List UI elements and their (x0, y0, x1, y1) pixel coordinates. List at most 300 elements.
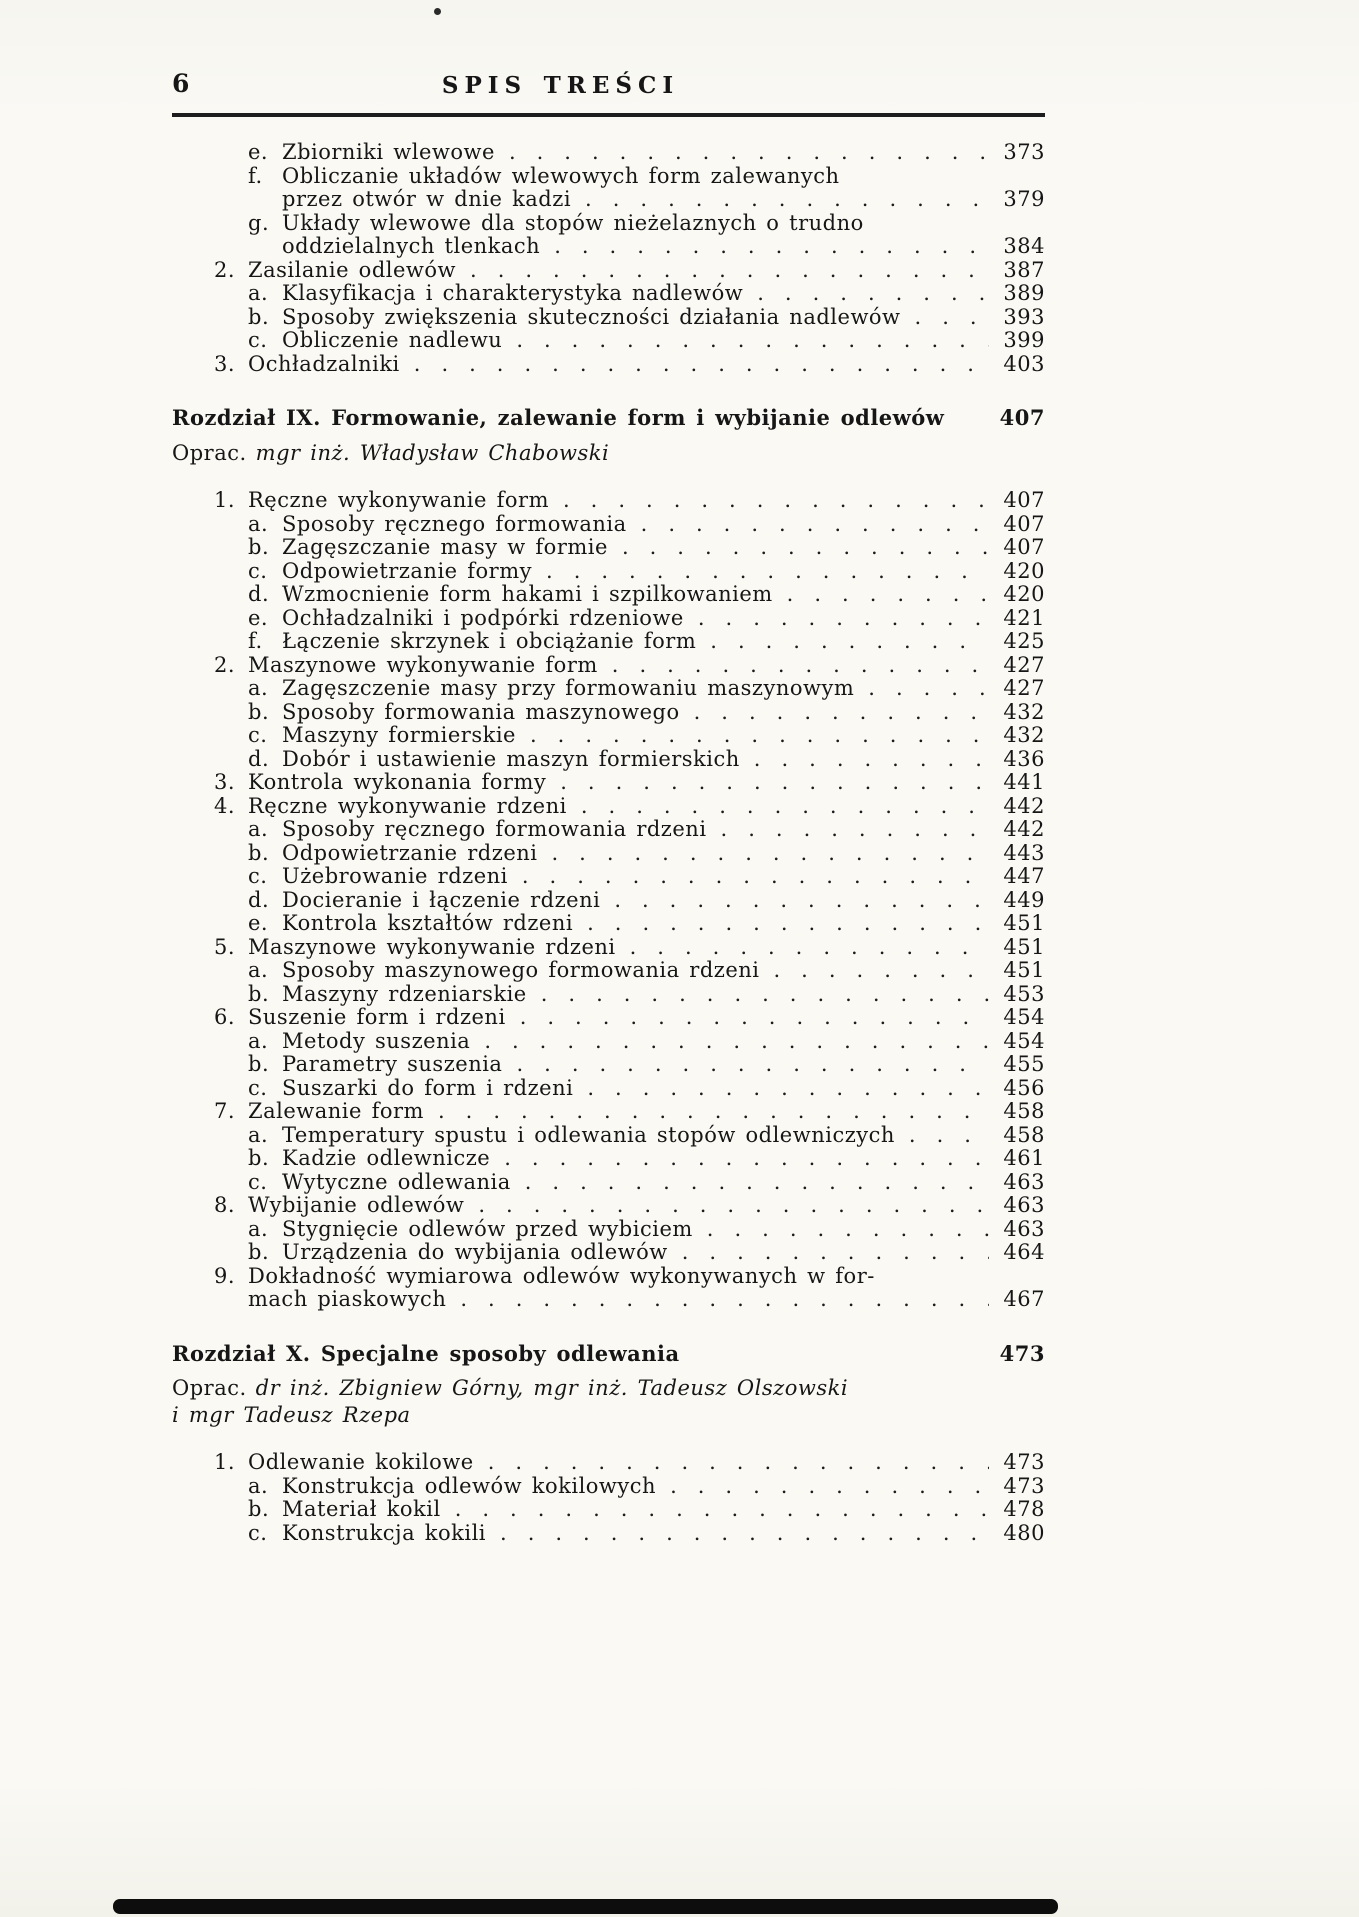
dot-leader (438, 1100, 989, 1124)
entry-line (282, 1218, 1045, 1242)
toc-entry (172, 677, 1045, 701)
entry-label: b. (248, 1240, 270, 1264)
entry-line (282, 959, 1045, 983)
dot-leader (470, 259, 989, 283)
entry-label: 1. (214, 1450, 236, 1474)
entry-line (282, 329, 1045, 353)
entry-text: Sposoby zwiększenia skuteczności działania nadlewów (282, 304, 901, 329)
entry-text: Maszyny rdzeniarskie (282, 981, 527, 1006)
dot-leader (554, 235, 989, 259)
entry-label: b. (248, 304, 270, 329)
entry-label: d. (248, 887, 270, 912)
entry-line (282, 583, 1045, 607)
entry-text: Użebrowanie rdzeni (282, 864, 508, 888)
entry-page-number: 458 (1003, 1099, 1045, 1123)
entry-body (282, 842, 1045, 866)
page-header (172, 69, 1045, 106)
toc-entry (172, 889, 1045, 913)
entry-line (282, 1241, 1045, 1265)
entry-line (248, 1194, 1045, 1218)
entry-line (282, 1475, 1045, 1499)
entry-page-number: 455 (1003, 1052, 1045, 1076)
entry-text: Kontrola wykonania formy (248, 770, 547, 794)
toc-entry (172, 1147, 1045, 1171)
entry-body (282, 1475, 1045, 1499)
entry-page-number: 407 (1003, 511, 1045, 536)
entry-page-number: 421 (1003, 605, 1045, 630)
dot-leader (530, 724, 989, 748)
dot-leader (504, 1147, 989, 1171)
entry-body (282, 748, 1045, 772)
entry-page-number: 379 (1003, 187, 1045, 211)
page-title: SPIS TREŚCI (441, 72, 680, 99)
toc-entry (172, 701, 1045, 725)
toc-entry (172, 771, 1045, 795)
entry-label: 7. (214, 1099, 236, 1123)
entry-text: Maszynowe wykonywanie form (248, 652, 598, 677)
entry-body (282, 560, 1045, 584)
entry-text: Sposoby ręcznego formowania rdzeni (282, 817, 707, 841)
entry-page-number: 461 (1003, 1146, 1045, 1170)
chapter-title: Rozdział IX. Formowanie, zalewanie form i wybijanie odlewów (172, 405, 945, 430)
toc-entry (172, 630, 1045, 654)
author-prefix: Oprac. (172, 1376, 247, 1400)
entry-body (282, 1053, 1045, 1077)
entry-line (282, 842, 1045, 866)
entry-body (248, 795, 1045, 819)
entry-body (248, 936, 1045, 960)
entry-line (248, 936, 1045, 960)
entry-body (282, 536, 1045, 560)
entry-page-number: 453 (1003, 981, 1045, 1006)
entry-page-number: 373 (1003, 140, 1045, 164)
entry-label: e. (248, 911, 269, 935)
entry-text: Zalewanie form (248, 1099, 424, 1123)
entry-line (282, 1498, 1045, 1522)
entry-body (282, 1124, 1045, 1148)
dot-leader (698, 607, 989, 631)
entry-label: 2. (214, 257, 236, 282)
toc-entry (172, 936, 1045, 960)
entry-body (248, 353, 1045, 377)
chapter-title: Rozdział X. Specjalne sposoby odlewania (172, 1340, 680, 1366)
entry-page-number: 407 (1003, 488, 1045, 512)
entry-text: Maszynowe wykonywanie rdzeni (248, 934, 616, 959)
chapter-heading (172, 1342, 1045, 1366)
entry-label: 2. (214, 652, 236, 677)
entry-line (248, 1265, 1045, 1289)
toc-entry (172, 141, 1045, 165)
entry-label: c. (248, 1075, 268, 1100)
dot-leader (516, 1053, 989, 1077)
entry-label: a. (248, 958, 269, 982)
toc-entry (172, 795, 1045, 819)
toc-entry (172, 1475, 1045, 1499)
toc-entry (172, 1498, 1045, 1522)
toc-entry (172, 1451, 1045, 1475)
entry-line (248, 795, 1045, 819)
entry-body (282, 165, 1045, 212)
dot-leader (455, 1498, 989, 1522)
entry-text: Układy wlewowe dla stopów nieżelaznych o trudno (282, 210, 864, 235)
entry-line (282, 724, 1045, 748)
toc-entry (172, 560, 1045, 584)
entry-line (282, 188, 1045, 212)
toc-entry (172, 489, 1045, 513)
entry-page-number: 478 (1003, 1497, 1045, 1521)
toc-entry (172, 842, 1045, 866)
toc-entry (172, 353, 1045, 377)
entry-label: g. (248, 210, 270, 235)
entry-text: Sposoby formowania maszynowego (282, 699, 680, 724)
entry-line (282, 306, 1045, 330)
entry-page-number: 420 (1003, 582, 1045, 606)
entry-page-number: 432 (1003, 699, 1045, 724)
toc-entry (172, 1124, 1045, 1148)
dot-leader (488, 1451, 989, 1475)
entry-line (282, 865, 1045, 889)
entry-body (282, 1030, 1045, 1054)
entry-page-number: 454 (1003, 1028, 1045, 1053)
dot-leader (509, 141, 989, 165)
entry-line (282, 607, 1045, 631)
entry-label: a. (248, 817, 269, 841)
entry-page-number: 420 (1003, 558, 1045, 583)
entry-body (282, 1171, 1045, 1195)
entry-page-number: 451 (1003, 934, 1045, 959)
entry-line (282, 560, 1045, 584)
entry-line (282, 818, 1045, 842)
entry-text: Suszarki do form i rdzeni (282, 1075, 574, 1100)
entry-line (282, 212, 1045, 236)
entry-text: Ręczne wykonywanie form (248, 488, 549, 512)
author-line (172, 442, 1045, 466)
entry-text: Zagęszczenie masy przy formowaniu maszynowym (282, 676, 855, 700)
entry-text: Wytyczne odlewania (282, 1169, 511, 1194)
dot-leader (478, 1194, 989, 1218)
entry-label: b. (248, 840, 270, 865)
entry-page-number: 456 (1003, 1075, 1045, 1100)
entry-line (282, 1124, 1045, 1148)
entry-line (282, 1053, 1045, 1077)
entry-text: Wybijanie odlewów (248, 1193, 465, 1217)
toc-entry (172, 329, 1045, 353)
entry-body (282, 630, 1045, 654)
scan-artifact-bar (113, 1899, 1058, 1914)
entry-body (248, 1100, 1045, 1124)
author-prefix: Oprac. (172, 440, 247, 465)
dot-leader (546, 560, 989, 584)
entry-body (282, 959, 1045, 983)
dot-leader (614, 889, 989, 913)
entry-label: b. (248, 1497, 270, 1521)
entry-page-number: 463 (1003, 1169, 1045, 1194)
entry-page-number: 427 (1003, 652, 1045, 677)
author-name: dr inż. Zbigniew Górny, mgr inż. Tadeusz Olszowski (255, 1376, 849, 1400)
entry-text: Maszyny formierskie (282, 723, 516, 747)
toc-entry (172, 1030, 1045, 1054)
entry-body (282, 329, 1045, 353)
entry-text: Dokładność wymiarowa odlewów wykonywanych w for- (248, 1263, 875, 1288)
entry-label: b. (248, 699, 270, 724)
toc-entry-group (172, 141, 1045, 376)
entry-page-number: 442 (1003, 817, 1045, 841)
entry-label: 3. (214, 770, 236, 794)
entry-page-number: 389 (1003, 281, 1045, 305)
dot-leader (587, 1077, 989, 1101)
entry-text: Sposoby maszynowego formowania rdzeni (282, 958, 760, 982)
toc-entry-group (172, 489, 1045, 1312)
entry-label: f. (248, 629, 263, 653)
entry-body (282, 1522, 1045, 1546)
author-name: i mgr Tadeusz Rzepa (172, 1402, 411, 1427)
dot-leader (721, 818, 989, 842)
entry-text: Stygnięcie odlewów przed wybiciem (282, 1216, 693, 1241)
dot-leader (500, 1522, 989, 1546)
entry-body (282, 513, 1045, 537)
dot-leader (682, 1241, 989, 1265)
entry-text: Obliczenie nadlewu (282, 328, 503, 352)
toc-entry (172, 724, 1045, 748)
dot-leader (754, 748, 989, 772)
toc-entry (172, 983, 1045, 1007)
entry-label: 9. (214, 1263, 236, 1288)
entry-body (282, 983, 1045, 1007)
dot-leader (587, 912, 989, 936)
toc-entry (172, 513, 1045, 537)
entry-text: Odpowietrzanie formy (282, 558, 533, 583)
entry-label: 3. (214, 351, 236, 376)
entry-line (282, 1147, 1045, 1171)
dot-leader (581, 795, 989, 819)
entry-body (282, 724, 1045, 748)
dot-leader (641, 513, 989, 537)
entry-text: przez otwór w dnie kadzi (282, 187, 572, 211)
dot-leader (525, 1171, 989, 1195)
entry-label: 5. (214, 934, 236, 959)
dot-leader (787, 583, 989, 607)
entry-label: a. (248, 676, 269, 700)
entry-body (282, 677, 1045, 701)
entry-line (282, 983, 1045, 1007)
entry-text: Obliczanie układów wlewowych form zalewanych (282, 163, 840, 188)
entry-text: Suszenie form i rdzeni (248, 1005, 506, 1029)
toc-entry (172, 306, 1045, 330)
entry-page-number: 451 (1003, 911, 1045, 935)
dot-leader (563, 489, 989, 513)
header-rule (172, 113, 1045, 117)
entry-line (282, 889, 1045, 913)
entry-text: Zagęszczanie masy w formie (282, 535, 608, 559)
entry-body (282, 607, 1045, 631)
toc-entry (172, 536, 1045, 560)
entry-label: c. (248, 558, 268, 583)
dot-leader (909, 1124, 989, 1148)
entry-page-number: 464 (1003, 1240, 1045, 1264)
dot-leader (585, 188, 989, 212)
entry-line (248, 1288, 1045, 1312)
entry-label: e. (248, 140, 269, 164)
dot-leader (560, 771, 989, 795)
entry-text: Ochładzalniki (248, 351, 400, 376)
entry-label: 1. (214, 488, 236, 512)
toc-entry (172, 282, 1045, 306)
entry-body (282, 865, 1045, 889)
entry-label: b. (248, 1146, 270, 1170)
entry-page-number: 387 (1003, 257, 1045, 282)
chapter-page-number: 407 (999, 405, 1045, 430)
toc-entry (172, 1171, 1045, 1195)
entry-text: Docieranie i łączenie rdzeni (282, 887, 601, 912)
entry-body (282, 1147, 1045, 1171)
toc-entry (172, 1053, 1045, 1077)
entry-text: Materiał kokil (282, 1497, 441, 1521)
entry-line (282, 536, 1045, 560)
toc-entry (172, 865, 1045, 889)
entry-line (248, 654, 1045, 678)
toc-entry (172, 583, 1045, 607)
entry-body (248, 771, 1045, 795)
entry-body (282, 818, 1045, 842)
toc-entry (172, 1100, 1045, 1124)
entry-line (248, 1100, 1045, 1124)
entry-label: a. (248, 1028, 269, 1053)
entry-page-number: 480 (1003, 1520, 1045, 1545)
author-name: mgr inż. Władysław Chabowski (255, 440, 610, 465)
dot-leader (516, 329, 989, 353)
entry-text: Sposoby ręcznego formowania (282, 511, 627, 536)
entry-label: a. (248, 1122, 269, 1147)
dot-leader (694, 701, 989, 725)
entry-text: Urządzenia do wybijania odlewów (282, 1240, 668, 1264)
entry-text: Ręczne wykonywanie rdzeni (248, 793, 567, 818)
toc-entry (172, 748, 1045, 772)
entry-label: 6. (214, 1005, 236, 1029)
entry-line (282, 513, 1045, 537)
entry-line (282, 630, 1045, 654)
entry-body (282, 1498, 1045, 1522)
entry-line (282, 701, 1045, 725)
entry-line (282, 748, 1045, 772)
toc-entry (172, 212, 1045, 259)
entry-body (282, 1077, 1045, 1101)
dot-leader (414, 353, 989, 377)
entry-line (282, 235, 1045, 259)
entry-body (248, 489, 1045, 513)
entry-line (282, 912, 1045, 936)
dot-leader (460, 1288, 989, 1312)
entry-label: d. (248, 746, 270, 771)
entry-text: Klasyfikacja i charakterystyka nadlewów (282, 281, 744, 305)
entry-label: e. (248, 605, 269, 630)
entry-body (248, 654, 1045, 678)
dot-leader (757, 282, 989, 306)
entry-text: Dobór i ustawienie maszyn formierskich (282, 746, 740, 771)
entry-page-number: 463 (1003, 1216, 1045, 1241)
entry-page-number: 451 (1003, 958, 1045, 982)
entry-line (282, 282, 1045, 306)
toc-entry (172, 259, 1045, 283)
dot-leader (541, 983, 989, 1007)
entry-body (248, 1006, 1045, 1030)
toc-entry (172, 959, 1045, 983)
entry-label: b. (248, 535, 270, 559)
entry-page-number: 436 (1003, 746, 1045, 771)
dot-leader (612, 654, 989, 678)
entry-body (248, 1451, 1045, 1475)
toc-entry (172, 912, 1045, 936)
dot-leader (707, 1218, 989, 1242)
toc-entry (172, 1218, 1045, 1242)
entry-text: Konstrukcja kokili (282, 1520, 487, 1545)
entry-text: Łączenie skrzynek i obciążanie form (282, 629, 697, 653)
dot-leader (774, 959, 990, 983)
entry-label: a. (248, 1216, 269, 1241)
entry-label: c. (248, 723, 268, 747)
entry-line (282, 677, 1045, 701)
entry-body (282, 1241, 1045, 1265)
table-of-contents (172, 141, 1045, 1545)
scan-speck (434, 8, 441, 15)
entry-line (248, 489, 1045, 513)
toc-entry (172, 1194, 1045, 1218)
entry-body (282, 141, 1045, 165)
entry-label: c. (248, 1520, 268, 1545)
entry-page-number: 403 (1003, 351, 1045, 376)
entry-page-number: 473 (1003, 1450, 1045, 1474)
entry-line (282, 165, 1045, 189)
entry-label: 8. (214, 1193, 236, 1217)
entry-text: Ochładzalniki i podpórki rdzeniowe (282, 605, 684, 630)
dot-leader (868, 677, 989, 701)
entry-text: Temperatury spustu i odlewania stopów odlewniczych (282, 1122, 895, 1147)
entry-page-number: 454 (1003, 1005, 1045, 1029)
dot-leader (670, 1475, 989, 1499)
entry-page-number: 447 (1003, 864, 1045, 888)
entry-line (248, 259, 1045, 283)
chapter-heading (172, 406, 1045, 430)
entry-label: a. (248, 511, 269, 536)
entry-label: f. (248, 163, 263, 188)
entry-body (282, 912, 1045, 936)
entry-line (248, 771, 1045, 795)
entry-line (282, 1522, 1045, 1546)
entry-label: c. (248, 1169, 268, 1194)
entry-text: Kadzie odlewnicze (282, 1146, 491, 1170)
author-line (172, 1404, 1045, 1428)
entry-line (282, 141, 1045, 165)
entry-page-number: 432 (1003, 723, 1045, 747)
dot-leader (622, 536, 989, 560)
entry-label: b. (248, 981, 270, 1006)
entry-body (282, 889, 1045, 913)
entry-body (248, 1194, 1045, 1218)
entry-line (248, 1006, 1045, 1030)
entry-text: Metody suszenia (282, 1028, 471, 1053)
entry-body (282, 282, 1045, 306)
entry-label: 4. (214, 793, 236, 818)
entry-body (282, 212, 1045, 259)
entry-page-number: 393 (1003, 304, 1045, 329)
dot-leader (551, 842, 989, 866)
entry-page-number: 458 (1003, 1122, 1045, 1147)
toc-entry (172, 1265, 1045, 1312)
page-number: 6 (172, 69, 190, 98)
entry-body (282, 701, 1045, 725)
dot-leader (710, 630, 989, 654)
entry-page-number: 407 (1003, 535, 1045, 559)
entry-body (282, 306, 1045, 330)
